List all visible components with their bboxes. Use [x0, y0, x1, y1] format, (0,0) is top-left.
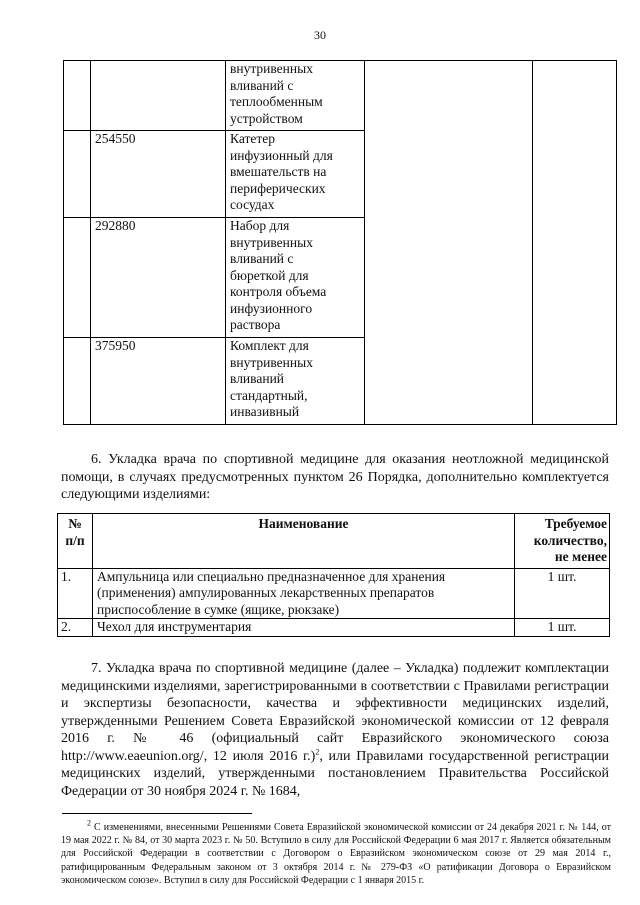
extra-items-table — [57, 513, 610, 637]
footnote-separator — [62, 813, 252, 814]
section-6-text: 6. Укладка врача по спортивной медицине для оказания неотложной медицинской помощи, в случаях предусмотренных пунктом 26 Порядка, дополнительно комплектуется следующими изделиями: — [61, 452, 609, 502]
table-header-row — [58, 514, 610, 569]
column-header-quantity: Требуемое количество, не менее — [515, 514, 610, 569]
footnote-reference[interactable]: 2 — [315, 746, 320, 756]
column-header-name: Наименование — [93, 514, 515, 569]
table-row — [58, 619, 610, 637]
device-name-cell: Комплект для внутривенных вливаний стандартный, инвазивный — [226, 338, 365, 425]
row-number: 1. — [58, 568, 93, 619]
section-6-paragraph — [61, 451, 609, 504]
column-header-number: № п/п — [58, 514, 93, 569]
item-quantity: 1 шт. — [515, 619, 610, 637]
code-cell: 375950 — [91, 338, 226, 425]
code-cell — [91, 61, 226, 131]
code-cell: 254550 — [91, 131, 226, 218]
footnote-marker: 2 — [87, 818, 91, 828]
footnote-text: С изменениями, внесенными Решениями Совета Евразийской экономической комиссии от 24 декабря 2021 г. № 144, от 19 мая 2022 г. № 84, от 30 марта 2023 г. № 50. Вступило в силу для Российской Федерации 6 мая 2017 г. Является обязательным для Российской Федерации в соответствии с Договором о Евразийском экономическом союзе от 29 мая 2014 г., ратифицированным Федеральным законом от 3 октября 2014 г. № 279-ФЗ «О ратификации Договора о Евразийском экономическом союзе». Вступил в силу для Российской Федерации с 1 января 2015 г. — [61, 822, 611, 886]
code-cell: 292880 — [91, 218, 226, 338]
footnote — [61, 818, 611, 887]
table-row — [64, 61, 617, 131]
item-name: Ампульница или специально предназначенное для хранения (применения) ампулированных лекарственных препаратов приспособление в сумке (ящике, рюкзаке) — [93, 568, 515, 619]
devices-table-continuation — [63, 60, 617, 425]
page-number: 30 — [314, 28, 326, 42]
item-name: Чехол для инструментария — [93, 619, 515, 637]
device-name-cell: Катетер инфузионный для вмешательств на периферических сосудах — [226, 131, 365, 218]
row-number: 2. — [58, 619, 93, 637]
section-7-paragraph — [61, 660, 609, 800]
section-7-text-after: , или Правилами государственной регистрации медицинских изделий, утвержденными постановлением Правительства Российской Федерации от 30 ноября 2024 г. № 1684, — [61, 748, 609, 799]
section-7-text-before: 7. Укладка врача по спортивной медицине (далее – Укладка) подлежит комплектации медицинскими изделиями, зарегистрированными в соответствии с Правилами регистрации и экспертизы безопасности, качества и эффективности медицинских изделий, утвержденными Решением Совета Евразийской экономической комиссии от 12 февраля 2016 г. № 46 (официальный сайт Евразийского экономического союза http://www.eaeunion.org/, 12 июля 2016 г.) — [61, 661, 609, 764]
device-name-cell: внутривенных вливаний с теплообменным устройством — [226, 61, 365, 131]
item-quantity: 1 шт. — [515, 568, 610, 619]
table-row — [58, 568, 610, 619]
device-name-cell: Набор для внутривенных вливаний с бюреткой для контроля объема инфузионного раствора — [226, 218, 365, 338]
